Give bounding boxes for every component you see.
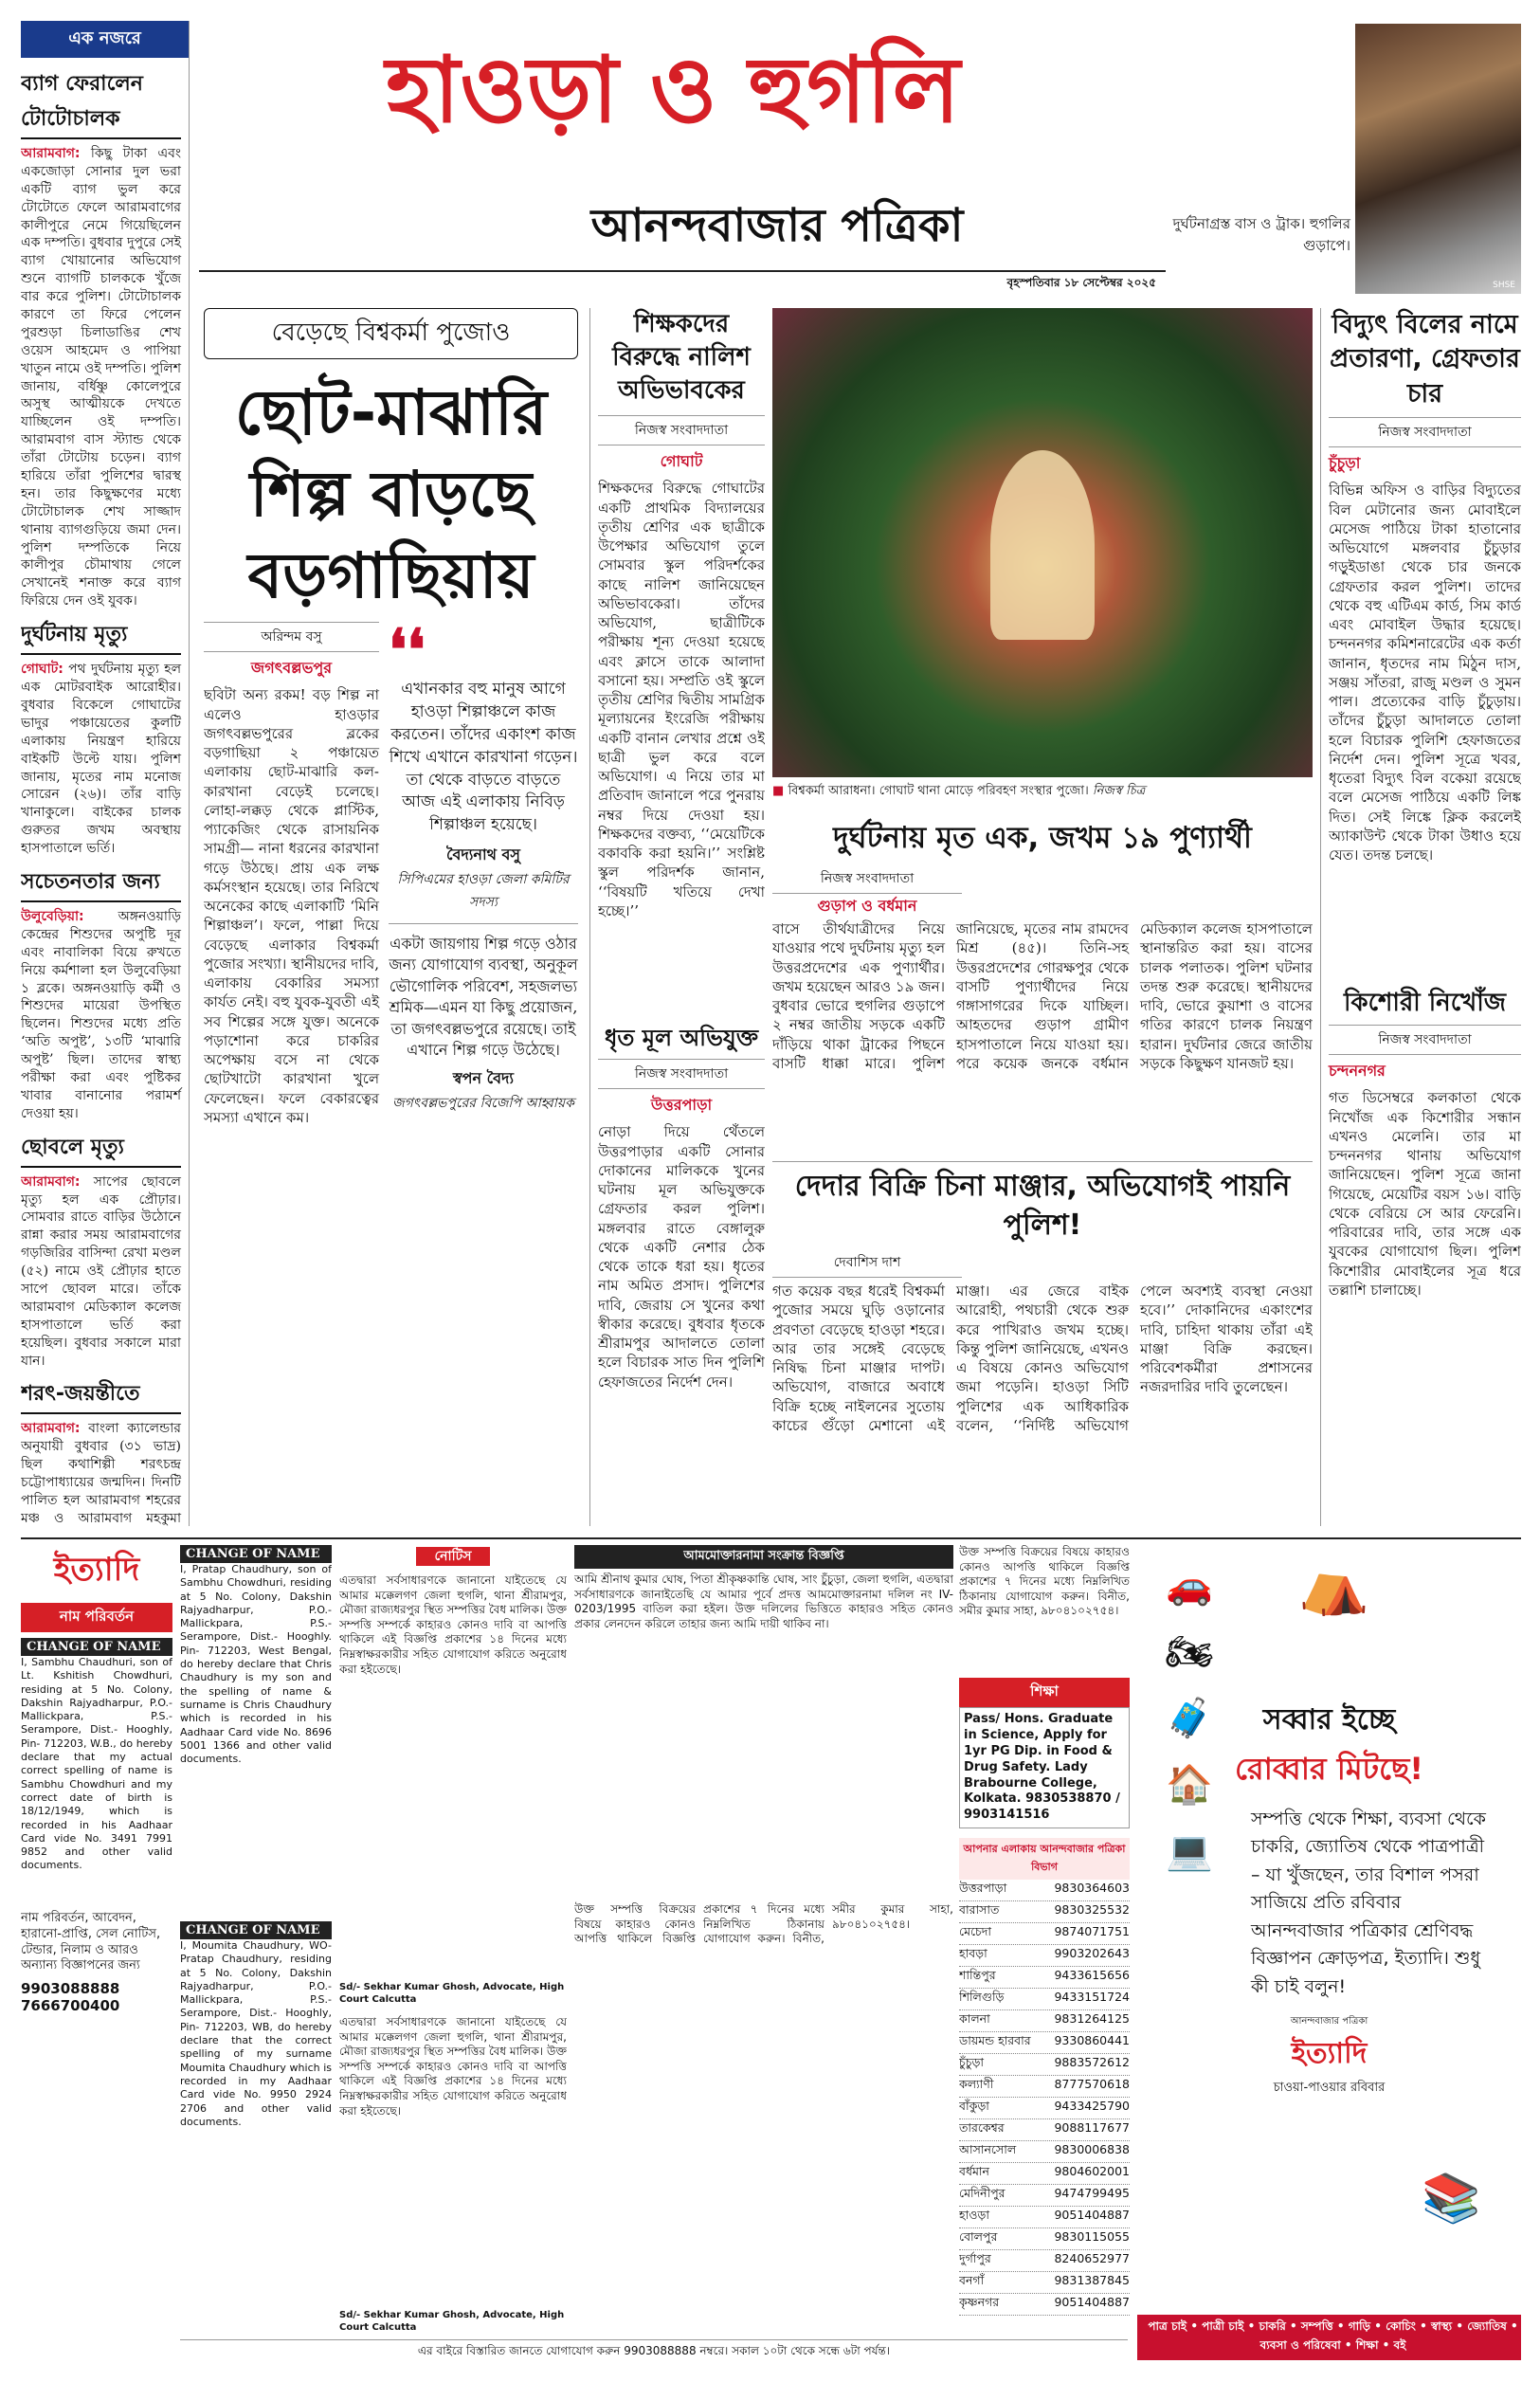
office-phone: 9433151724 xyxy=(1054,1990,1130,2005)
sidebar-news-item xyxy=(21,1131,181,1371)
office-row xyxy=(959,2250,1130,2272)
sidebar-item-body xyxy=(21,1420,181,1526)
teacher-text: শিক্ষকদের বিরুদ্ধে গোঘাটের একটি প্রাথমিক বিদ্যালয়ের তৃতীয় শ্রেণির এক ছাত্রীকে উপেক্ষার অভিযোগ তুলে সোমবার স্কুল পরিদর্শকের কাছে নালিশ জানিয়েছেন অভিভাবকেরা। তাঁদের অভিযোগ, ছাত্রীটিকে পরীক্ষায় শূন্য দেওয়া হয়েছে এবং ক্লাসে তাকে আলাদা বসানো হয়। সম্প্রতি ওই স্কুলে তৃতীয় শ্রেণির দ্বিতীয় সামগ্রিক মূল্যায়নের ইংরেজি পরীক্ষায় একটি বানান লেখার প্রশ্নে ওই ছাত্রী ভুল করে বলে অভিযোগ। এ নিয়ে তার মা প্রতিবাদ জানালে পরে পুনরায় নম্বর দিয়ে দেওয়া হয়। শিক্ষকদের বক্তব্য, ‘‘মেয়েটিকে বকাবকি করা হয়নি।’’ সংশ্লিষ্ট স্কুল পরিদর্শক জানান, ‘‘বিষয়টি খতিয়ে দেখা হচ্ছে।’’ xyxy=(598,480,765,919)
lead-story xyxy=(204,308,578,1526)
car-icon: 🚗 xyxy=(1166,1564,1213,1608)
office-phone: 9433615656 xyxy=(1054,1968,1130,1983)
office-row xyxy=(959,2010,1130,2032)
change-2: I, Pratap Chaudhury, son of Sambhu Chowdhuri, residing at 5 No. Colony, Dakshin Rajyadharpur, P.O.- Mallickpara, P.S.- Serampore, Dist.- Hooghly. Pin- 712203, West Bengal, do hereby declare that Chris Chaudhury is my son and the spelling of name & surname is Chris Chaudhury which is recorded in his Aadhaar Card vide No. 8696 5001 1366 and other valid documents. xyxy=(180,1563,332,1766)
office-row xyxy=(959,1989,1130,2010)
sidebar-item-title: ব্যাগ ফেরালেন টোটোচালক xyxy=(21,67,181,139)
office-row xyxy=(959,1967,1130,1989)
phone-2: 7666700400 xyxy=(21,1997,120,2015)
education-col xyxy=(959,1545,1130,2360)
office-row xyxy=(959,2141,1130,2163)
office-phone: 8240652977 xyxy=(1054,2251,1130,2266)
office-row xyxy=(959,2054,1130,2076)
office-place: বর্ধমান xyxy=(959,2164,989,2179)
office-phone: 8777570618 xyxy=(1054,2077,1130,2092)
office-phone: 9831264125 xyxy=(1054,2011,1130,2027)
office-place: দুর্গাপুর xyxy=(959,2251,991,2266)
manja-author: দেবাশিস দাশ xyxy=(772,1248,962,1278)
office-row xyxy=(959,2032,1130,2054)
sub-byline: নিজস্ব সংবাদদাতা xyxy=(598,1059,765,1089)
sidebar-item-body xyxy=(21,908,181,1123)
office-phone: 9474799495 xyxy=(1054,2186,1130,2201)
classifieds-section: নাম পরিবর্তন xyxy=(21,1603,172,1632)
accident-photo xyxy=(1355,24,1521,294)
fraud-text: বিভিন্ন অফিস ও বাড়ির বিদ্যুতের বিল মেটানোর জন্য মোবাইলে মেসেজ পাঠিয়ে টাকা হাতানোর অভিযোগে মঙ্গলবার চুঁচুড়ার গড়ুইডাঙা থেকে চার জনকে গ্রেফতার করল পুলিশ। তাদের থেকে বহু এটিএম কার্ড, সিম কার্ড এবং মোবাইল উদ্ধার হয়েছে। চন্দননগর কমিশনারেটের এক কর্তা জানান, ধৃতদের নাম মিঠুন দাস, সঞ্জয় সাঁতরা, রাজু মণ্ডল ও সুমন পাল। প্রত্যেকের বাড়ি চুঁচুড়ায়। তাঁদের চুঁচুড়া আদালতে তোলা হলে বিচারক পুলিশি হেফাজতের নির্দেশ দেন। পুলিশ সূত্রে খবর, ধৃতেরা বিদ্যুৎ বিল বকেয়া রয়েছে বলে মেসেজ পাঠিয়ে একটি লিঙ্ক দিত। সেই লিঙ্কে ক্লিক করলেই অ্যাকাউন্ট থেকে টাকা উধাও হয়ে যেত। তদন্ত চলছে। xyxy=(1329,482,1521,864)
ad-brand-pre: আনন্দবাজার পত্রিকা xyxy=(1290,2016,1368,2027)
sidebar-item-place: গোঘাট: xyxy=(21,662,63,678)
office-place: মেদিনীপুর xyxy=(959,2186,1006,2201)
office-place: হাওড়া xyxy=(959,2208,989,2223)
missing-headline: কিশোরী নিখোঁজ xyxy=(1343,989,1507,1018)
teacher-headline: শিক্ষকদের বিরুদ্ধে নালিশ অভিভাবকের xyxy=(612,310,751,406)
office-place: হাবড়া xyxy=(959,1946,987,1961)
caption-marker-icon: ■ xyxy=(772,784,785,798)
sidebar-items xyxy=(21,58,189,1526)
change-title-1: CHANGE OF NAME xyxy=(21,1638,172,1656)
main-photo-caption: বিশ্বকর্মা আরাধনা। গোঘাট থানা মোড়ে পরিবহণ সংস্থার পুজো। xyxy=(788,784,1089,798)
sidebar-item-title: শরৎ-জয়ন্তীতে xyxy=(21,1377,181,1414)
change-title-2: CHANGE OF NAME xyxy=(180,1545,332,1563)
office-phone: 9874071751 xyxy=(1054,1924,1130,1939)
sidebar-item-title: ছোবলে মৃত্যু xyxy=(21,1131,181,1168)
teacher-place: গোঘাট xyxy=(660,452,703,471)
office-row xyxy=(959,1880,1130,1901)
vishwakarma-photo xyxy=(772,308,1313,777)
office-phone: 9433425790 xyxy=(1054,2099,1130,2114)
sidebar-item-text: সাপের ছোবলে মৃত্যু হল এক প্রৌঢ়ার। সোমবার রাতে বাড়ির উঠোনে রান্না করার সময় আরামবাগের গড়জিরির বাসিন্দা রেখা মণ্ডল (৫২) নামে ওই প্রৌঢ়ার হাতে সাপে ছোবল মারে। তাঁকে আরামবাগ মেডিক্যাল কলেজ হাসপাতালে ভর্তি করা হয়েছিল। বুধবার সকালে মারা যান। xyxy=(21,1173,181,1369)
office-phone: 9830364603 xyxy=(1054,1881,1130,1896)
photo-caption: দুর্ঘটনাগ্রস্ত বাস ও ট্রাক। হুগলির গুড়াপে। xyxy=(1172,215,1350,254)
masthead-title: হাওড়া ও হুগলি xyxy=(385,37,961,143)
main-photo-credit: নিজস্ব চিত্র xyxy=(1092,784,1146,798)
sidebar-item-place: আরামবাগ: xyxy=(21,1421,81,1437)
lead-quote: এখানকার বহু মানুষ আগে হাওড়া শিল্পাঞ্চলে কাজ করতেন। তাঁদের একাংশ কাজ শিখে এখানে কারখানা গড়েন। তা থেকে বাড়তে বাড়তে আজ এই এলাকায় নিবিড় শিল্পাঞ্চল হয়েছে। xyxy=(389,680,578,835)
fraud-story xyxy=(1320,308,1521,1526)
fraud-place: চুঁচুড়া xyxy=(1329,454,1361,473)
tent-icon: ⛺ xyxy=(1298,1552,1369,1618)
office-place: শিলিগুড়ি xyxy=(959,1990,1005,2005)
masthead-photo-box xyxy=(1166,24,1521,294)
sidebar-item-place: আরামবাগ: xyxy=(21,1173,81,1190)
ad-line1: সব্বার ইচ্ছে xyxy=(1262,1703,1396,1736)
sidebar xyxy=(21,21,190,1526)
lead-quote-role: সিপিএমের হাওড়া জেলা কমিটির সদস্য xyxy=(397,871,570,910)
education-title: শিক্ষা xyxy=(959,1678,1130,1707)
office-row xyxy=(959,2185,1130,2207)
ad-brand: ইত্যাদি xyxy=(1291,2037,1368,2071)
sidebar-item-text: অঙ্গনওয়াড়ি কেন্দ্রের শিশুদের অপুষ্টি দূর এবং নাবালিকা বিয়ে রুখতে নিয়ে কর্মশালা হল উলুবেড়িয়া ১ ব্লকে। অঙ্গনওয়াড়ি কর্মী ও শিশুদের মায়েরা উপস্থিত ছিলেন। শিশুদের মধ্যে প্রতি ‘অতি অপুষ্ট’, ১৩টি ‘মাঝারি অপুষ্ট’ ছিল। তাদের স্বাস্থ্য পরীক্ষা করা এবং পুষ্টিকর খাবার বানানোর পরামর্শ দেওয়া হয়। xyxy=(21,908,181,1121)
office-row xyxy=(959,2207,1130,2228)
sidebar-item-body xyxy=(21,1173,181,1371)
office-place: বাঁকুড়া xyxy=(959,2099,989,2114)
notice-col xyxy=(339,1545,567,2360)
ad-line2: রোব্বার মিটছে! xyxy=(1235,1751,1423,1787)
office-phone: 9831387845 xyxy=(1054,2273,1130,2288)
notice-sign: Sd/- Sekhar Kumar Ghosh, Advocate, High Court Calcutta xyxy=(339,1982,565,2005)
ad-footer: পাত্র চাই • পাত্রী চাই • চাকরি • সম্পত্তি • গাড়ি • কোচিং • স্বাস্থ্য • জ্যোতিষ • ব্যবসা ও পরিষেবা • শিক্ষা • বই xyxy=(1137,2315,1521,2360)
motorbike-icon: 🏍 xyxy=(1165,1630,1214,1674)
masthead-brand: আনন্দবাজার পত্রিকা xyxy=(590,199,964,252)
change-3: I, Moumita Chaudhury, WO- Pratap Chaudhury, residing at 5 No. Colony, Dakshin Rajyadharpur, P.O.- Mallickpara, P.S.- Serampore, Dist.- Hooghly, Pin- 712203, WB, do hereby declare that the correct spelling of my surname Moumita Chaudhury which is recorded in my Aadhaar Card vide No. 9950 2924 2706 and other valid documents. xyxy=(180,1939,332,2128)
sidebar-item-text: পথ দুর্ঘটনায় মৃত্যু হল এক মোটরবাইক আরোহীর। বুধবার বিকেলে গোঘাটের ভাদুর পঞ্চায়েতের কুলটি এলাকায় নিয়ন্ত্রণ হারিয়ে বাইকটি উল্টে যায়। পুলিশ জানায়, মৃতের নাম মনোজ সোরেন (২৬)। তাঁর বাড়ি খানাকুলে। বাইকের চালক গুরুতর জখম অবস্থায় হাসপাতালে ভর্তি। xyxy=(21,662,182,857)
sidebar-news-item xyxy=(21,865,181,1123)
lead-text: ছবিটা অন্য রকম! বড় শিল্প না এলেও হাওড়ার জগৎবল্লভপুরের ব্লকের বড়গাছিয়া ২ পঞ্চায়েত এলাকায় ছোট-মাঝারি কল-কারখানা বেড়েই চলেছে। লোহা-লক্কড় থেকে প্লাস্টিক, প্যাকেজিং থেকে রাসায়নিক সামগ্রী— নানা ধরনের কারখানা গড়ে উঠছে। প্রায় এক লক্ষ কর্মসংস্থান হয়েছে। তার নিরিখে অনেকের কাছে এলাকাটি ‘মিনি শিল্পাঞ্চল’। ফলে, পাল্লা দিয়ে বেড়েছে এলাকার বিশ্বকর্মা পুজোর সংখ্যা। স্থানীয়দের দাবি, এলাকায় বেকারির সমস্যা কার্যত নেই। বহু যুবক-যুবতী এই সব শিল্পের সঙ্গে যুক্ত। অনেকে পড়াশোনা করে চাকরির অপেক্ষায় বসে না থেকে ছোটখাটো কারখানা খুলে ফেলেছেন। ফলে বেকারত্বের সমস্যা এখানে কম। xyxy=(204,686,379,1126)
sidebar-news-item xyxy=(21,1377,181,1526)
sidebar-header: এক নজরে xyxy=(21,21,189,58)
notice-text: এতদ্বারা সর্বসাধারণকে জানানো যাইতেছে যে আমার মক্কেলগণ জেলা হুগলি, থানা শ্রীরামপুর, মৌজা রাজ্যধরপুর স্থিত সম্পত্তির বৈধ মালিক। উক্ত সম্পত্তি সম্পর্কে কাহারও কোনও দাবি বা আপত্তি থাকিলে এই বিজ্ঞপ্তি প্রকাশের ১৪ দিনের মধ্যে নিম্নস্বাক্ষরকারীর সহিত যোগাযোগ করিতে অনুরোধ করা হইতেছে। xyxy=(339,1573,567,1676)
missing-byline: নিজস্ব সংবাদদাতা xyxy=(1329,1025,1521,1055)
teacher-byline: নিজস্ব সংবাদদাতা xyxy=(598,415,765,445)
photo-credit: SHSE xyxy=(1493,281,1515,290)
laptop-icon: 💻 xyxy=(1166,1829,1213,1873)
ad-icons xyxy=(1137,1553,1241,2027)
sidebar-news-item xyxy=(21,67,181,610)
lead-kicker: বেড়েছে বিশ্বকর্মা পুজোও xyxy=(204,308,578,359)
office-row xyxy=(959,2294,1130,2316)
office-place: বারাসাত xyxy=(959,1902,1000,1918)
sidebar-item-body xyxy=(21,661,181,858)
footer-note: এর বাইরে বিস্তারিত জানতে যোগাযোগ করুন 9903088888 নম্বরে। সকাল ১০টা থেকে সন্ধে ৬টা পর্যন্ত। xyxy=(180,2339,1128,2360)
office-place: উত্তরপাড়া xyxy=(959,1881,1007,1896)
lead-quote2-role: জগৎবল্লভপুরের বিজেপি আহ্বায়ক xyxy=(392,1096,574,1112)
name-change-info: নাম পরিবর্তন, আবেদন, হারানো-প্রাপ্তি, সেল নোটিস, টেন্ডার, নিলাম ও আরও অন্যান্য বিজ্ঞাপনের জন্য xyxy=(21,1910,161,1973)
lead-headline: ছোট-মাঝারি শিল্প বাড়ছে বড়গাছিয়ায় xyxy=(234,376,548,612)
office-place: মেচেদা xyxy=(959,1924,991,1939)
manja-story xyxy=(772,1161,1313,1526)
office-phone: 9804602001 xyxy=(1054,2164,1130,2179)
quote-icon: ❛❛ xyxy=(389,617,426,684)
office-phone: 9883572612 xyxy=(1054,2055,1130,2070)
public-notice-text: আমি শ্রীনাথ কুমার ঘোষ, পিতা শ্রীকৃষ্ণকান্তি ঘোষ, সাং চুঁচুড়া, জেলা হুগলি, এতদ্বারা সর্বসাধারণকে জানাইতেছি যে আমার পূর্বে প্রদত্ত আমমোক্তারনামা দলিল নং IV-0203/1995 বাতিল করা হইল। উক্ত দলিলের ভিত্তিতে কাহারও সহিত কোনও প্রকার লেনদেন করিলে তাহার জন্য আমি দায়ী থাকিব না। xyxy=(574,1573,953,1630)
office-phone: 9088117677 xyxy=(1054,2120,1130,2136)
lead-quote2: একটা জায়গায় শিল্প গড়ে ওঠার জন্য যোগাযোগ ব্যবস্থা, অনুকূল ভৌগোলিক পরিবেশ, সহজলভ্য শ্রমিক—এমন যা কিছু প্রয়োজন, তা জগৎবল্লভপুরে রয়েছে। তাই এখানে শিল্প গড়ে উঠেছে। xyxy=(389,934,578,1059)
sidebar-news-item xyxy=(21,618,181,858)
change-title-3: CHANGE OF NAME xyxy=(180,1921,332,1939)
office-phone: 9830006838 xyxy=(1054,2142,1130,2157)
lead-quote2-by: স্বপন বৈদ্য xyxy=(452,1069,515,1088)
right-notice: উক্ত সম্পত্তি বিক্রয়ের বিষয়ে কাহারও কোনও আপত্তি থাকিলে বিজ্ঞপ্তি প্রকাশের ৭ দিনের মধ্যে নিম্নলিখিত ঠিকানায় যোগাযোগ করুন। বিনীত, সমীর কুমার সাহা, ৯৮০৪১০২৭৫৪। xyxy=(959,1545,1130,1618)
office-row xyxy=(959,2272,1130,2294)
office-phone: 9830115055 xyxy=(1054,2229,1130,2245)
date-strip xyxy=(199,270,1166,293)
suitcase-icon: 🧳 xyxy=(1166,1697,1213,1740)
lead-place: জগৎবল্লভপুর xyxy=(250,659,333,678)
office-list xyxy=(959,1880,1130,2316)
missing-text: গত ডিসেম্বরে কলকাতা থেকে নিখোঁজ এক কিশোরীর সন্ধান এখনও মেলেনি। তার মা চন্দননগর থানায় অভিযোগ জানিয়েছেন। পুলিশ সূত্রে জানা গিয়েছে, মেয়েটির বয়স ১৬। বাড়ি থেকে বেরিয়ে সে আর ফেরেনি। পরিবারের দাবি, তার সঙ্গে এক যুবকের যোগাযোগ ছিল। পুলিশ কিশোরীর মোবাইলের সূত্র ধরে তল্লাশি চালাচ্ছে। xyxy=(1329,1089,1521,1299)
itadi-ad xyxy=(1137,1545,1521,2360)
masthead-brand-box xyxy=(531,194,1024,261)
manja-headline: দেদার বিক্রি চিনা মাঞ্জার, অভিযোগই পায়নি পুলিশ! xyxy=(794,1170,1291,1242)
lead-quote-by: বৈদ্যনাথ বসু xyxy=(445,845,521,864)
public-notice-col xyxy=(574,1545,953,2332)
lead-author: অরিন্দম বসু xyxy=(204,622,379,652)
masthead-date: বৃহস্পতিবার ১৮ সেপ্টেম্বর ২০২৫ xyxy=(1006,276,1156,289)
sidebar-item-title: দুর্ঘটনায় মৃত্যু xyxy=(21,618,181,655)
office-row xyxy=(959,2163,1130,2185)
office-place: ডায়মন্ড হারবার xyxy=(959,2033,1031,2048)
office-place: কৃষ্ণনগর xyxy=(959,2295,1000,2310)
offices-title: আপনার এলাকায় আনন্দবাজার পত্রিকা বিভাগ xyxy=(959,1838,1130,1880)
change-name-col xyxy=(180,1545,332,2360)
fraud-byline: নিজস্ব সংবাদদাতা xyxy=(1329,417,1521,447)
masthead xyxy=(199,28,1147,161)
sidebar-item-text: বাংলা ক্যালেন্ডার অনুযায়ী বুধবার (৩১ ভাদ্র) ছিল কথাশিল্পী শরৎচন্দ্র চট্টোপাধ্যায়ের জন্মদিন। দিনটি পালিত হল আরামবাগ শহরের মঞ্চ ও আরামবাগ মহকুমা xyxy=(21,1421,181,1526)
office-phone: 9051404887 xyxy=(1054,2295,1130,2310)
office-place: তারকেশ্বর xyxy=(959,2120,1005,2136)
public-notice-title: আমমোক্তারনামা সংক্রান্ত বিজ্ঞপ্তি xyxy=(574,1545,953,1569)
phone-1: 9903088888 xyxy=(21,1980,120,1998)
office-row xyxy=(959,1901,1130,1923)
manja-text: গত কয়েক বছর ধরেই বিশ্বকর্মা পুজোর সময়ে ঘুড়ি ওড়ানোর প্রবণতা বেড়েছে হাওড়া শহরে। আর তার সঙ্গেই বেড়েছে নিষিদ্ধ চিনা মাঞ্জার দাপট। অভিযোগ, বাজারে অবাধে বিক্রি হচ্ছে নাইলনের সুতোয় কাচের গুঁড়ো মেশানো এই মাঞ্জা। এর জেরে বাইক আরোহী, পথচারী থেকে শুরু করে পাখিরাও জখম হচ্ছে। কিন্তু পুলিশ জানিয়েছে, এখনও এ বিষয়ে কোনও অভিযোগ জমা পড়েনি। হাওড়া সিটি পুলিশের এক আধিকারিক বলেন, ‘‘নির্দিষ্ট অভিযোগ পেলে অবশ্যই ব্যবস্থা নেওয়া হবে।’’ দোকানিদের একাংশের দাবি, চাহিদা থাকায় তাঁরা এই মাঞ্জা বিক্রি করছেন। পরিবেশকর্মীরা প্রশাসনের নজরদারির দাবি তুলেছেন। xyxy=(772,1282,1313,1434)
public-notice-more: উক্ত সম্পত্তি বিক্রয়ের বিষয়ে কাহারও কোনও আপত্তি থাকিলে বিজ্ঞপ্তি প্রকাশের ৭ দিনের মধ্যে নিম্নলিখিত ঠিকানায় যোগাযোগ করুন। বিনীত, সমীর কুমার সাহা, ৯৮০৪১০২৭৫৪। xyxy=(574,1902,953,1946)
teacher-story xyxy=(589,308,765,1526)
sub-place: উত্তরপাড়া xyxy=(650,1096,713,1115)
photo-caption-line xyxy=(772,782,1313,802)
idol-shape xyxy=(990,450,1095,640)
office-phone: 9330860441 xyxy=(1054,2033,1130,2048)
office-row xyxy=(959,2228,1130,2250)
office-row xyxy=(959,2119,1130,2141)
notice-title: নোটিস xyxy=(416,1547,491,1566)
house-icon: 🏠 xyxy=(1166,1763,1213,1807)
books-icon: 📚 xyxy=(1422,2171,1481,2226)
accident-byline: নিজস্ব সংবাদদাতা xyxy=(772,864,962,894)
ad-text: সম্পত্তি থেকে শিক্ষা, ব্যবসা থেকে চাকরি, জ্যোতিষ থেকে পাত্রপাত্রী – যা খুঁজছেন, তার বিশাল পসরা সাজিয়ে প্রতি রবিবার আনন্দবাজার পত্রিকার শ্রেণিবদ্ধ বিজ্ঞাপন ক্রোড়পত্র, ইত্যাদি। শুধু কী চাই বলুন! xyxy=(1251,1809,1486,1997)
office-place: শান্তিপুর xyxy=(959,1968,996,1983)
sidebar-item-place: উলুবেড়িয়া: xyxy=(21,908,84,924)
office-place: কল্যাণী xyxy=(959,2077,994,2092)
sub-text: নোড়া দিয়ে থেঁতলে উত্তরপাড়ার একটি সোনার দোকানের মালিককে খুনের ঘটনায় মূল অভিযুক্তকে গ্রেফতার করল পুলিশ। মঙ্গলবার রাতে বেঙ্গালুরু থেকে একটি নেশার ঠেক থেকে তাকে ধরা হয়। ধৃতের নাম অমিত প্রসাদ। পুলিশের দাবি, জেরায় সে খুনের কথা স্বীকার করেছে। বুধবার ধৃতকে শ্রীরামপুর আদালতে তোলা হলে বিচারক সাত দিন পুলিশি হেফাজতের নির্দেশ দেন। xyxy=(598,1123,765,1391)
missing-place: চন্দননগর xyxy=(1329,1062,1386,1081)
classifieds-brand-col xyxy=(21,1545,172,2360)
office-row xyxy=(959,2076,1130,2098)
education-text: Pass/ Hons. Graduate in Science, Apply for 1yr PG Dip. in Food & Drug Safety. Lady Brabourne College, Kolkata. 9830538870 / 9903141516 xyxy=(959,1707,1130,1828)
office-row xyxy=(959,1923,1130,1945)
accident-headline: দুর্ঘটনায় মৃত এক, জখম ১৯ পুণ্যার্থী xyxy=(833,821,1252,855)
notice-text-2: এতদ্বারা সর্বসাধারণকে জানানো যাইতেছে যে আমার মক্কেলগণ জেলা হুগলি, থানা শ্রীরামপুর, মৌজা রাজ্যধরপুর স্থিত সম্পত্তির বৈধ মালিক। উক্ত সম্পত্তি সম্পর্কে কাহারও কোনও দাবি বা আপত্তি থাকিলে এই বিজ্ঞপ্তি প্রকাশের ১৪ দিনের মধ্যে নিম্নস্বাক্ষরকারীর সহিত যোগাযোগ করিতে অনুরোধ করা হইতেছে। xyxy=(339,2015,567,2118)
change-1: I, Sambhu Chaudhuri, son of Lt. Kshitish Chowdhuri, residing at 5 No. Colony, Dakshin Rajyadharpur, P.O.- Mallickpara, P.S.- Serampore, Dist.- Hooghly, Pin- 712203, W.B., do hereby declare that my actual correct spelling of name is Sambhu Chowdhuri and my correct date of birth is 18/12/1949, which is recorded in his Aadhaar Card vide No. 3491 7991 9852 and other valid documents. xyxy=(21,1656,172,1872)
sidebar-item-title: সচেতনতার জন্য xyxy=(21,865,181,902)
sidebar-item-text: কিছু টাকা এবং একজোড়া সোনার দুল ভরা একটি ব্যাগ ভুল করে টোটোতে ফেলে আরামবাগের কালীপুরে নেমে গিয়েছিলেন এক দম্পতি। বুধবার দুপুরে সেই ব্যাগ খোয়ানোর অভিযোগ শুনে ব্যাগটি চালককে খুঁজে বার করে পুলিশ। টোটোচালক কারণে তা ফিরে পেলেন পুরশুড়া চিলাডাঙির শেখ ওয়েস আহমেদ ও পাপিয়া খাতুন নামে ওই দম্পতি। পুলিশ জানায়, বর্ধিষ্ণু কোলেপুরে অসুস্থ আত্মীয়কে দেখতে যাচ্ছিলেন ওই দম্পতি। আরামবাগ বাস স্ট্যান্ড থেকে তাঁরা টোটোয় চড়েন। ব্যাগ হারিয়ে তাঁরা পুলিশের দ্বারস্থ হন। তার কিছুক্ষণের মধ্যে টোটোচালক শেখ সাজ্জাদ থানায় ব্যাগগুড়িয়ে জমা দেন। পুলিশ দম্পতিকে নিয়ে কালীপুর চৌমাথায় গেলে সেখানেই শনাক্ত করে ব্যাগ ফিরিয়ে দেন ওই যুবক। xyxy=(21,146,181,609)
notice-sign-2: Sd/- Sekhar Kumar Ghosh, Advocate, High Court Calcutta xyxy=(339,2310,565,2333)
office-place: বোলপুর xyxy=(959,2229,998,2245)
office-phone: 9830325532 xyxy=(1054,1902,1130,1918)
accident-text: বাসে তীর্থযাত্রীদের নিয়ে যাওয়ার পথে দুর্ঘটনায় মৃত্যু হল উত্তরপ্রদেশের এক পুণ্যার্থীর। জখম হয়েছেন আরও ১৯ জন। বুধবার ভোরে হুগলির গুড়াপে ২ নম্বর জাতীয় সড়কে একটি দাঁড়িয়ে থাকা ট্রাকের পিছনে বাসটি ধাক্কা মারে। পুলিশ জানিয়েছে, মৃতের নাম রামদেব মিশ্র (৪৫)। তিনি-সহ উত্তরপ্রদেশের গোরক্ষপুর থেকে বাসটি পুণ্যার্থীদের নিয়ে গঙ্গাসাগরের দিকে যাচ্ছিল। আহতদের গুড়াপ গ্রামীণ হাসপাতালে নিয়ে যাওয়া হয়। পরে কয়েক জনকে বর্ধমান মেডিক্যাল কলেজ হাসপাতালে স্থানান্তরিত করা হয়। বাসের চালক পলাতক। পুলিশ ঘটনার তদন্ত শুরু করেছে। স্থানীয়দের দাবি, ভোরে কুয়াশা ও বাসের গতির কারণে চালক নিয়ন্ত্রণ হারান। দুর্ঘটনার জেরে জাতীয় সড়কে কিছুক্ষণ যানজট হয়। xyxy=(772,920,1313,1072)
office-place: চুঁচুড়া xyxy=(959,2055,985,2070)
main-photo-box xyxy=(772,308,1313,806)
sub-headline-arrest: ধৃত মূল অভিযুক্ত xyxy=(604,1025,759,1052)
office-phone: 9903202643 xyxy=(1054,1946,1130,1961)
office-place: আসানসোল xyxy=(959,2142,1017,2157)
accident-story xyxy=(772,815,1313,1152)
office-row xyxy=(959,1945,1130,1967)
office-place: কালনা xyxy=(959,2011,990,2027)
office-phone: 9051404887 xyxy=(1054,2208,1130,2223)
fraud-headline: বিদ্যুৎ বিলের নামে প্রতারণা, গ্রেফতার চার xyxy=(1330,310,1520,409)
office-place: বনগাঁ xyxy=(959,2273,985,2288)
accident-place: গুড়াপ ও বর্ধমান xyxy=(817,897,917,915)
office-row xyxy=(959,2098,1130,2119)
sidebar-item-body xyxy=(21,145,181,610)
ad-brand-sub: চাওয়া-পাওয়ার রবিবার xyxy=(1273,2081,1386,2096)
sidebar-item-place: আরামবাগ: xyxy=(21,146,81,161)
classifieds-brand: ইত্যাদি xyxy=(53,1551,140,1589)
